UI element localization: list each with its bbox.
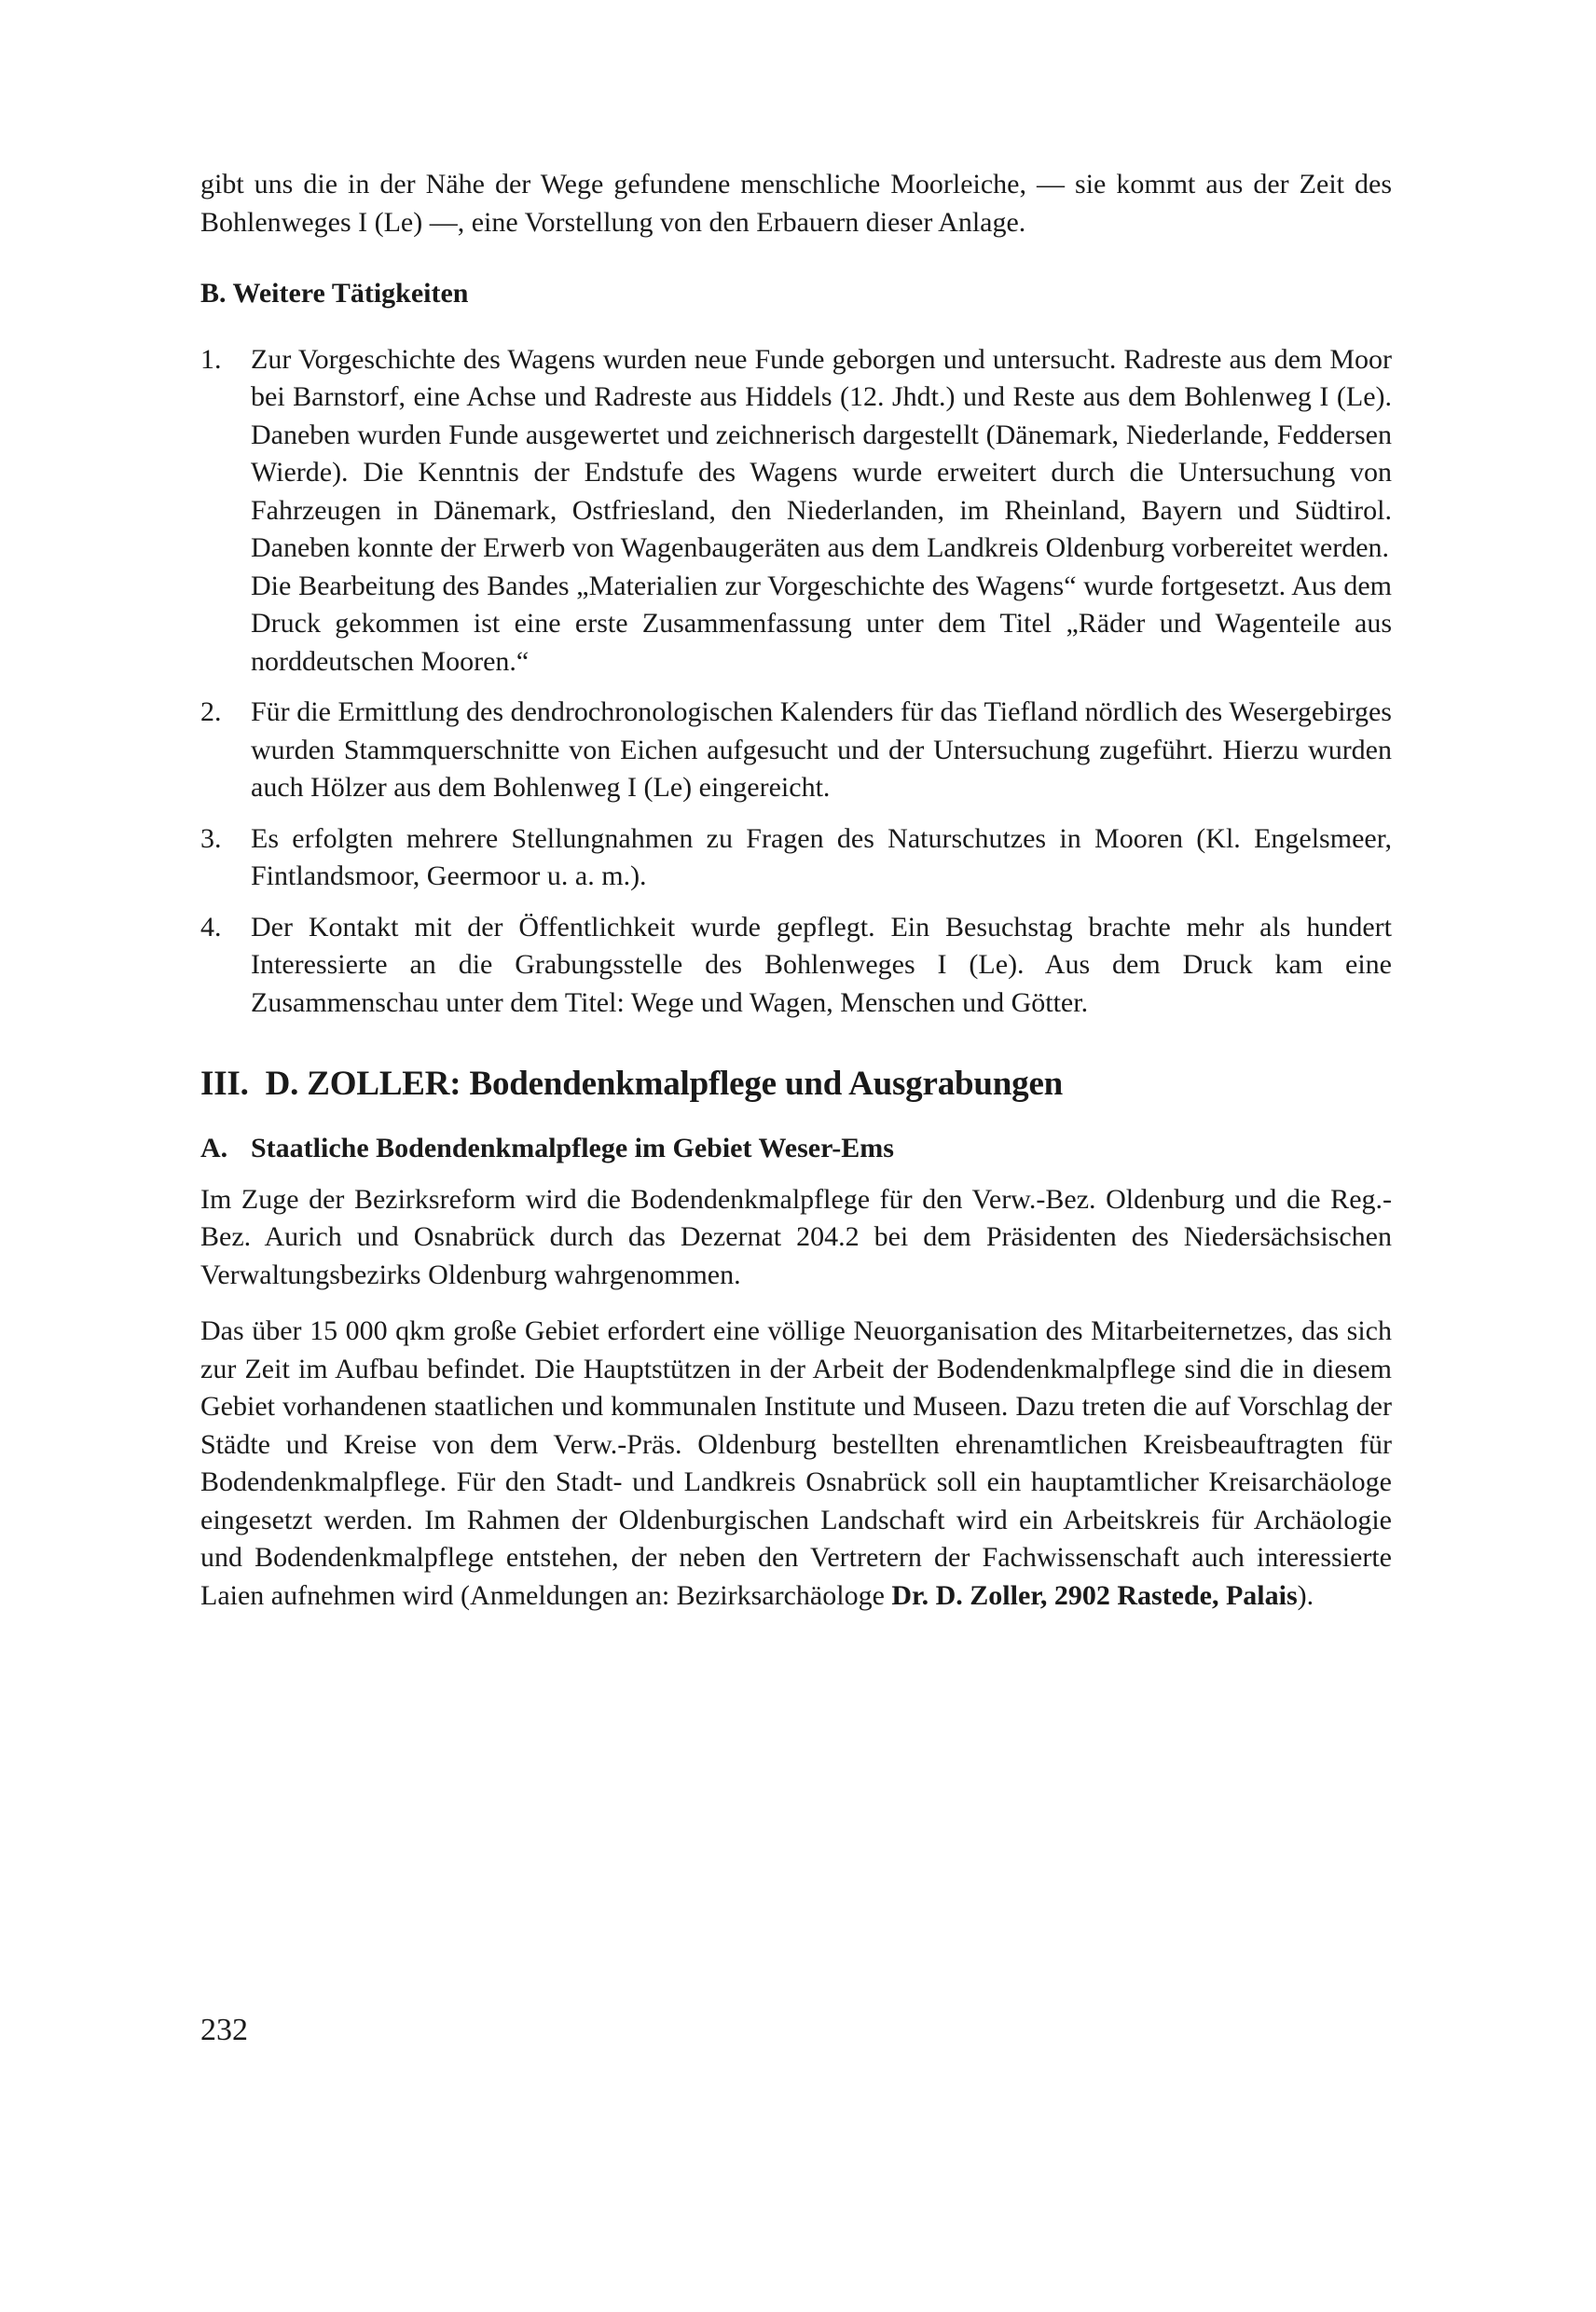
list-item-text: Es erfolgten mehrere Stellungnahmen zu Fragen des Naturschutzes in Mooren (Kl. Engelsmeer, Fintlandsmoor, Geermoor u. a. m.).	[251, 822, 1392, 891]
paragraph	[200, 1313, 1392, 1615]
list-item	[200, 820, 1392, 896]
paragraph-end: ).	[1297, 1579, 1314, 1611]
list-item-number: 1.	[200, 343, 222, 375]
section-title: D. ZOLLER: Bodendenkmalpflege und Ausgrabungen	[265, 1065, 1064, 1103]
list-item	[200, 694, 1392, 807]
section-iii-heading	[200, 1063, 1392, 1106]
paragraph: Im Zuge der Bezirksreform wird die Bodendenkmalpflege für den Verw.-Bez. Oldenburg und die Reg.-Bez. Aurich und Osnabrück durch das Dezernat 204.2 bei dem Präsidenten des Niedersächsischen Verwaltungsbezirks Oldenburg wahrgenommen.	[200, 1183, 1392, 1290]
subsection-heading	[200, 1130, 1392, 1168]
page-content	[200, 166, 1392, 1633]
list-item	[200, 341, 1392, 681]
page-number: 232	[200, 2013, 248, 2047]
section-number: III.	[200, 1065, 249, 1103]
paragraph-text: Das über 15 000 qkm große Gebiet erfordert eine völlige Neuorganisation des Mitarbeiternetzes, das sich zur Zeit im Aufbau befindet. Die Hauptstützen in der Arbeit der Bodendenkmalpflege sind die in diesem Gebiet vorhandenen staatlichen und kommunalen Institute und Museen. Dazu treten die auf Vorschlag der Städte und Kreise von dem Verw.-Präs. Oldenburg bestellten ehrenamtlichen Kreisbeauftragten für Bodendenkmalpflege. Für den Stadt- und Landkreis Osnabrück soll ein hauptamtlicher Kreisarchäologe eingesetzt werden. Im Rahmen der Oldenburgischen Landschaft wird ein Arbeitskreis für Archäologie und Bodendenkmalpflege entstehen, der neben den Vertretern der Fachwissenschaft auch interessierte Laien aufnehmen wird (Anmeldungen an: Bezirksarchäologe	[200, 1315, 1392, 1611]
activities-list	[200, 341, 1392, 1023]
list-item-text: Für die Ermittlung des dendrochronologischen Kalenders für das Tiefland nördlich des Wesergebirges wurden Stammquerschnitte von Eichen aufgesucht und der Untersuchung zugeführt. Hierzu wurden auch Hölzer aus dem Bohlenweg I (Le) eingereicht.	[251, 696, 1392, 803]
intro-paragraph: gibt uns die in der Nähe der Wege gefundene menschliche Moorleiche, — sie kommt aus der Zeit des Bohlenweges I (Le) —, eine Vorstellung von den Erbauern dieser Anlage.	[200, 169, 1392, 238]
list-item-number: 4.	[200, 911, 222, 943]
contact-address: Dr. D. Zoller, 2902 Rastede, Palais	[891, 1579, 1298, 1611]
subsection-letter: A.	[200, 1133, 228, 1163]
list-item-text: Zur Vorgeschichte des Wagens wurden neue Funde geborgen und untersucht. Radreste aus dem Moor bei Barnstorf, eine Achse und Radreste aus Hiddels (12. Jhdt.) und Reste aus dem Bohlenweg I (Le). Daneben wurden Funde ausgewertet und zeichnerisch dargestellt (Dänemark, Niederlande, Feddersen Wierde). Die Kenntnis der Endstufe des Wagens wurde erweitert durch die Untersuchung von Fahrzeugen in Dänemark, Ostfriesland, den Niederlanden, im Rheinland, Bayern und Südtirol. Daneben konnte der Erwerb von Wagenbaugeräten aus dem Landkreis Oldenburg vorbereitet werden.	[251, 343, 1392, 563]
subsection-title: Staatliche Bodendenkmalpflege im Gebiet Weser-Ems	[251, 1133, 894, 1163]
list-item-text-continued: Die Bearbeitung des Bandes „Materialien zur Vorgeschichte des Wagens“ wurde fortgesetzt. Aus dem Druck gekommen ist eine erste Zusammenfassung unter dem Titel „Räder und Wagenteile aus norddeutschen Mooren.“	[251, 570, 1392, 677]
list-item-number: 2.	[200, 696, 222, 727]
section-b-heading: B. Weitere Tätigkeiten	[200, 278, 469, 309]
list-item-text: Der Kontakt mit der Öffentlichkeit wurde gepflegt. Ein Besuchstag brachte mehr als hundert Interessierte an die Grabungsstelle des Bohlenweges I (Le). Aus dem Druck kam eine Zusammenschau unter dem Titel: Wege und Wagen, Menschen und Götter.	[251, 911, 1392, 1018]
list-item-number: 3.	[200, 822, 222, 854]
list-item	[200, 909, 1392, 1023]
